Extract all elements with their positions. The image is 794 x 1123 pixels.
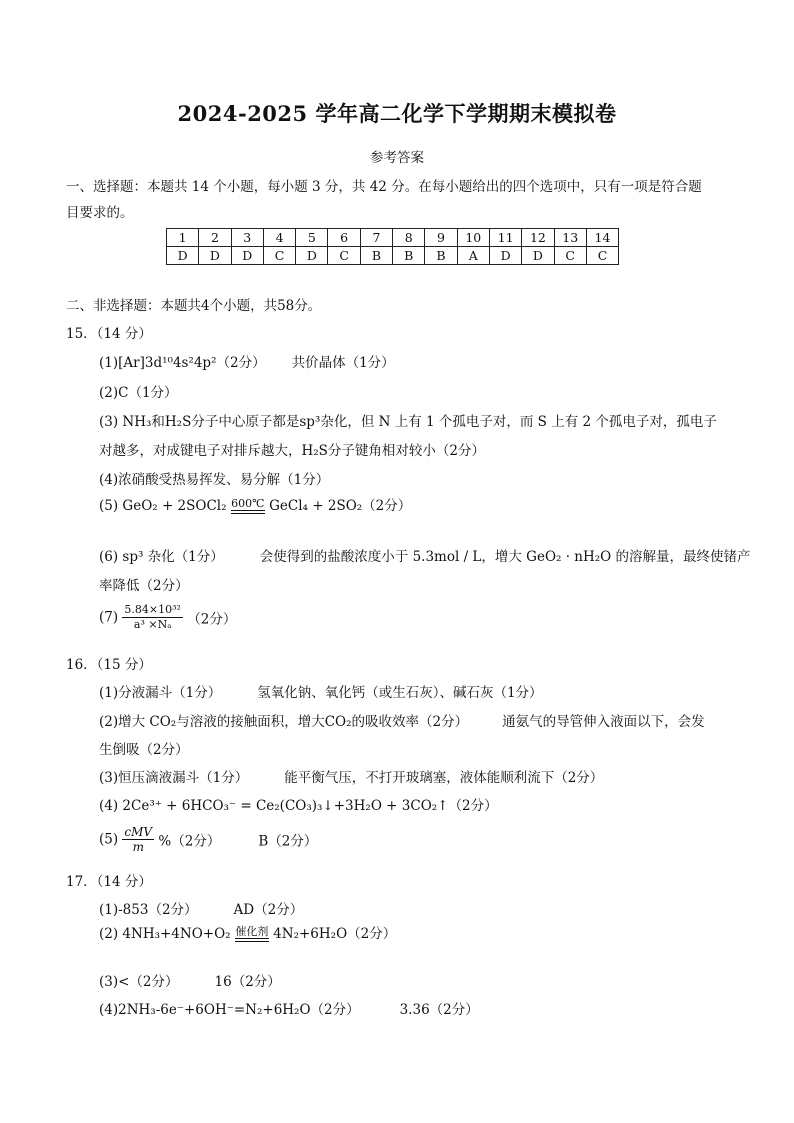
answer-cell: D [199, 247, 231, 265]
q16-answer-3 [99, 766, 603, 786]
answer-cell: B [425, 247, 457, 265]
fraction-numerator: cMV [124, 825, 153, 839]
q17-answer-2-reactants: (2) 4NH₃+4NO+O₂ [99, 926, 231, 942]
q15-answer-1 [99, 351, 395, 371]
q16-answer-2-purpose: (2)增大 CO₂与溶液的接触面积，增大CO₂的吸收效率（2分） [99, 714, 469, 730]
answer-table-number-row [167, 229, 619, 247]
answer-cell: C [328, 247, 360, 265]
q17-answer-4-equation: (4)2NH₃-6e⁻+6OH⁻=N₂+6H₂O（2分） [99, 1002, 360, 1018]
q15-answer-5-products: GeCl₄ + 2SO₂（2分） [269, 498, 412, 514]
answer-cell: C [586, 247, 618, 265]
answer-cell: C [554, 247, 586, 265]
question-number: 8 [393, 229, 425, 247]
answer-cell: A [457, 247, 489, 265]
q16-answer-1 [99, 681, 543, 701]
q16-answer-5-fraction [122, 825, 154, 854]
q15-answer-3-line1: (3) NH₃和H₂S分子中心原子都是sp³杂化，但 N 上有 1 个孤电子对，而 S 上有 2 个孤电子对，孤电子 [99, 414, 717, 430]
question-number: 5 [296, 229, 328, 247]
q15-answer-6-effect: 会使得到的盐酸浓度小于 5.3mol / L，增大 GeO₂ · nH₂O 的溶解量，最终使锗产 [259, 549, 751, 565]
question-number: 1 [167, 229, 199, 247]
fraction-numerator: 5.84×10³² [124, 603, 181, 616]
page-title: 2024-2025 学年高二化学下学期期末模拟卷 [177, 101, 617, 126]
question-number: 11 [489, 229, 521, 247]
q16-answer-5-label: (5) [99, 831, 119, 848]
q17-answer-2-products: 4N₂+6H₂O（2分） [273, 926, 397, 942]
q17-answer-4-volume: 3.36（2分） [399, 1002, 479, 1018]
q16-answer-5-choice: B（2分） [258, 833, 318, 850]
section1-instructions-line1: 一、选择题：本题共 14 个小题，每小题 3 分，共 42 分。在每小题给出的四个选项中，只有一项是符合题 [66, 179, 702, 195]
q15-header: 15．（14 分） [66, 326, 152, 342]
q15-answer-4: (4)浓硝酸受热易挥发、易分解（1分） [99, 472, 330, 488]
q15-answer-1-config: (1)[Ar]3d¹⁰4s²4p²（2分） [99, 355, 266, 371]
q16-answer-2-reason: 通氨气的导管伸入液面以下，会发 [502, 714, 705, 730]
question-number: 4 [263, 229, 295, 247]
q16-answer-4: (4) 2Ce³⁺ + 6HCO₃⁻ = Ce₂(CO₃)₃↓+3H₂O + 3CO₂↑（2分） [99, 798, 498, 814]
page-subtitle: 参考答案 [370, 150, 424, 166]
q15-answer-5 [99, 494, 411, 514]
q15-answer-3-line2: 对越多，对成键电子对排斥越大，H₂S分子键角相对较小（2分） [99, 443, 486, 459]
question-number: 9 [425, 229, 457, 247]
question-number: 2 [199, 229, 231, 247]
reaction-condition-arrow [235, 926, 269, 942]
q17-answer-1-choice: AD（2分） [233, 902, 304, 918]
section1-instructions-line2: 目要求的。 [66, 205, 134, 221]
q17-answer-1 [99, 898, 303, 918]
question-number: 7 [360, 229, 392, 247]
q16-answer-5-score: %（2分） [158, 833, 221, 850]
question-number: 3 [231, 229, 263, 247]
question-number: 12 [522, 229, 554, 247]
q16-answer-1-reagent: 氢氧化钠、氧化钙（或生石灰）、碱石灰（1分） [257, 685, 543, 701]
answer-cell: C [263, 247, 295, 265]
q15-answer-6-hybrid: (6) sp³ 杂化（1分） [99, 549, 224, 565]
q15-answer-1-crystal: 共价晶体（1分） [291, 355, 395, 371]
q16-header: 16．（15 分） [66, 657, 152, 673]
q16-answer-5 [99, 825, 317, 854]
q15-answer-7-fraction [122, 603, 183, 632]
q15-answer-2: (2)C（1分） [99, 385, 178, 401]
q17-answer-4 [99, 998, 479, 1018]
q15-answer-6-line1 [99, 545, 751, 565]
answer-cell: D [167, 247, 199, 265]
answer-cell: D [231, 247, 263, 265]
q17-answer-1-enthalpy: (1)-853（2分） [99, 902, 198, 918]
q15-answer-6-line2: 率降低（2分） [99, 578, 189, 594]
question-number: 6 [328, 229, 360, 247]
q17-answer-3-comparison: (3)<（2分） [99, 974, 179, 990]
question-number: 14 [586, 229, 618, 247]
q15-answer-5-reactants: (5) GeO₂ + 2SOCl₂ [99, 498, 227, 514]
q17-answer-2 [99, 922, 396, 942]
answer-cell: B [393, 247, 425, 265]
reaction-condition: 600℃ [231, 497, 265, 510]
q16-answer-2-line1 [99, 710, 705, 730]
q16-answer-3-instrument: (3)恒压滴液漏斗（1分） [99, 770, 249, 786]
answer-table [166, 228, 619, 265]
q16-answer-1-instrument: (1)分液漏斗（1分） [99, 685, 222, 701]
answer-cell: D [296, 247, 328, 265]
q16-answer-3-advantage: 能平衡气压，不打开玻璃塞，液体能顺利流下（2分） [284, 770, 604, 786]
q17-header: 17．（14 分） [66, 874, 152, 890]
reaction-condition-arrow [231, 498, 265, 514]
question-number: 13 [554, 229, 586, 247]
answer-table-answer-row [167, 247, 619, 265]
q15-answer-7-score: （2分） [187, 611, 237, 628]
q17-answer-3-value: 16（2分） [214, 974, 281, 990]
q16-answer-2-line2: 生倒吸（2分） [99, 742, 189, 758]
q15-answer-7-label: (7) [99, 609, 119, 626]
fraction-denominator: a³ ×Nₐ [133, 618, 172, 631]
answer-cell: D [522, 247, 554, 265]
answer-cell: B [360, 247, 392, 265]
fraction-denominator: m [132, 840, 144, 854]
q15-answer-7 [99, 603, 236, 632]
q17-answer-3 [99, 970, 281, 990]
section2-heading: 二、非选择题：本题共4个小题，共58分。 [66, 298, 322, 314]
question-number: 10 [457, 229, 489, 247]
reaction-condition: 催化剂 [235, 925, 269, 938]
answer-cell: D [489, 247, 521, 265]
